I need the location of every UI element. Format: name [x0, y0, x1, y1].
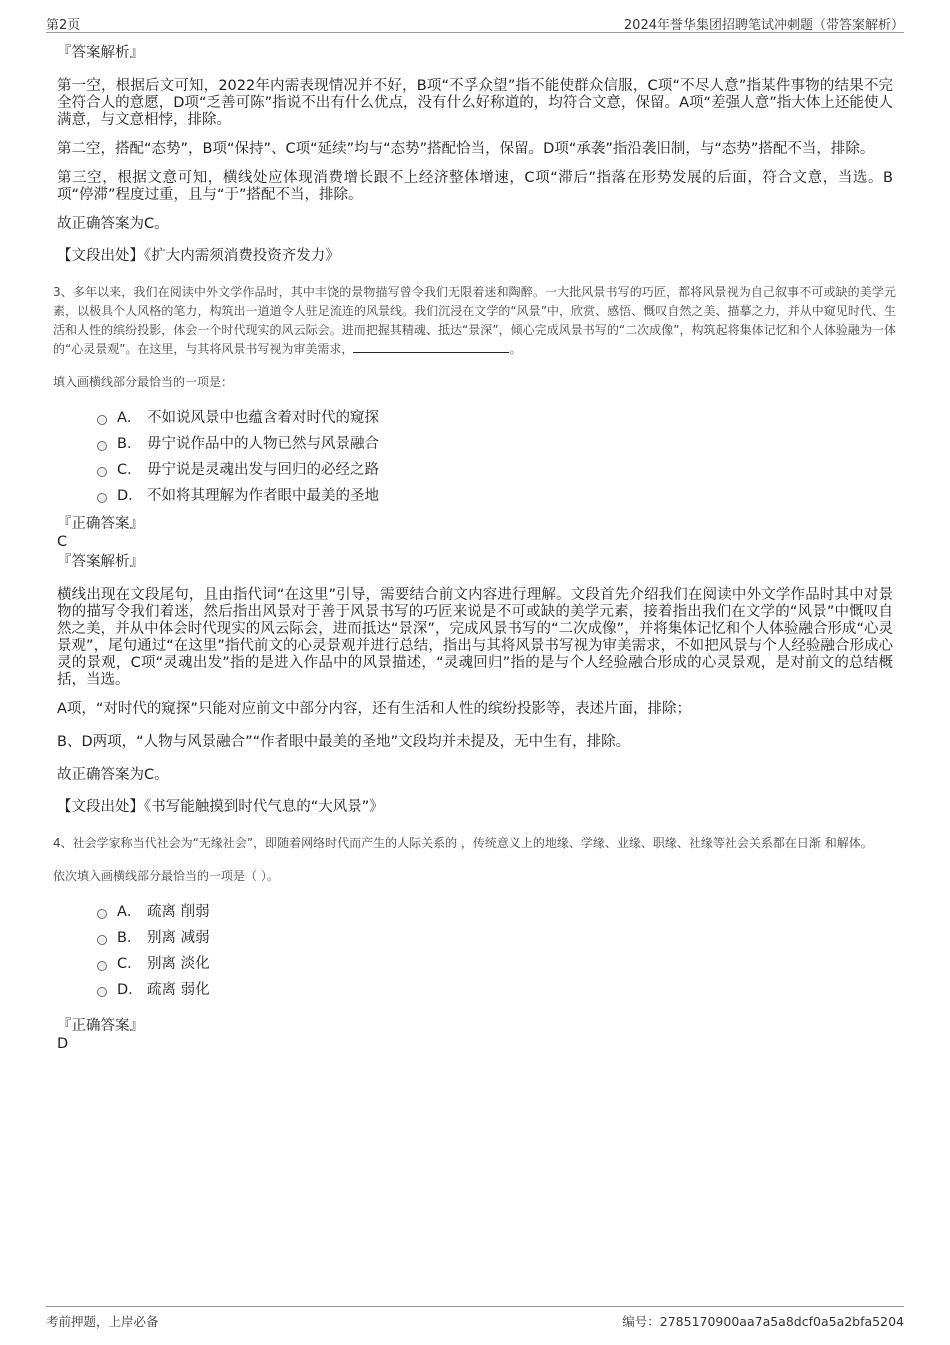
q4-answer-tag: 『正确答案』 [57, 1018, 144, 1034]
q3-stem-text: 3、多年以来，我们在阅读中外文学作品时，其中丰饶的景物描写曾令我们无限着迷和陶醉。一大批风景书写的巧匠，都将风景视为自己叙事不可或缺的美学元素，以极具个人风格的笔力，构筑出一道道令人驻足流连的风景线。我们沉浸在文学的“风景”中，欣赏、感悟、慨叹自然之美、描摹之力，并从中窥见时代、生活和人性的缤纷投影，体会一个时代现实的风云际会。进而把握其精魂、抵达“景深”，倾心完成风景书写的“二次成像”，构筑起将集体记忆和个人体验融为一体的“心灵景观”。在这里，与其将风景书写视为审美需求， [53, 285, 896, 356]
q4-option-c[interactable]: C． 别离 淡化 [97, 955, 893, 981]
q2-conclusion: 故正确答案为C。 [57, 216, 169, 232]
q3-option-d[interactable]: D． 不如将其理解为作者眼中最美的圣地 [97, 487, 893, 513]
radio-icon[interactable] [97, 441, 107, 451]
q3-option-b[interactable]: B． 毋宁说作品中的人物已然与风景融合 [97, 435, 893, 461]
q2-source: 【文段出处】《扩大内需须消费投资齐发力》 [57, 248, 340, 264]
q3-analysis-paragraph: A项，“对时代的窥探”只能对应前文中部分内容，还有生活和人性的缤纷投影等，表述片面，排除； [57, 701, 691, 717]
q4-option-a[interactable]: A． 疏离 削弱 [97, 903, 893, 929]
document-title: 2024年誉华集团招聘笔试冲刺题（带答案解析） [623, 18, 904, 33]
radio-icon[interactable] [97, 415, 107, 425]
radio-icon[interactable] [97, 909, 107, 919]
q3-blank-line [353, 340, 509, 353]
page-number: 第2页 [46, 18, 81, 33]
footer-serial: 编号：2785170900aa7a5a8dcf0a5a2bfa5204 [622, 1314, 904, 1329]
q3-analysis-tag: 『答案解析』 [57, 554, 144, 570]
q3-answer: C [57, 534, 68, 550]
q4-option-d[interactable]: D． 疏离 弱化 [97, 981, 893, 1007]
q2-analysis-paragraph: 第一空，根据后文可知，2022年内需表现情况并不好，B项“不孚众望”指不能使群众信服，C项“不尽人意”指某件事物的结果不完全符合人的意愿，D项“乏善可陈”指说不出有什么优点，没有什么好称道的，均符合文意，保留。A项“差强人意”指大体上还能使人满意，与文意相悖，排除。 [57, 78, 893, 128]
q3-option-a[interactable]: A． 不如说风景中也蕴含着对时代的窥探 [97, 409, 893, 435]
radio-icon[interactable] [97, 935, 107, 945]
q3-source: 【文段出处】《书写能触摸到时代气息的“大风景”》 [57, 799, 384, 815]
q3-option-c[interactable]: C． 毋宁说是灵魂出发与回归的必经之路 [97, 461, 893, 487]
q3-conclusion: 故正确答案为C。 [57, 767, 169, 783]
q4-answer: D [57, 1036, 69, 1052]
page-header [46, 14, 904, 33]
q3-answer-tag: 『正确答案』 [57, 516, 144, 532]
q3-prompt: 填入画横线部分最恰当的一项是： [53, 375, 234, 389]
q4-prompt: 依次填入画横线部分最恰当的一项是（ ）。 [53, 869, 279, 883]
radio-icon[interactable] [97, 961, 107, 971]
radio-icon[interactable] [97, 987, 107, 997]
radio-icon[interactable] [97, 493, 107, 503]
page-footer [46, 1306, 904, 1327]
q4-stem: 4、社会学家称当代社会为“无缘社会”，即随着网络时代而产生的人际关系的 ，传统意义上的地缘、学缘、业缘、职缘、社缘等社会关系都在日渐 和解体。 [53, 836, 873, 850]
footer-slogan: 考前押题，上岸必备 [46, 1314, 159, 1329]
q2-analysis-paragraph: 第二空，搭配“态势”，B项“保持”、C项“延续”均与“态势”搭配恰当，保留。D项“承袭”指沿袭旧制，与“态势”搭配不当，排除。 [57, 141, 875, 157]
q3-stem: 3、多年以来，我们在阅读中外文学作品时，其中丰饶的景物描写曾令我们无限着迷和陶醉。一大批风景书写的巧匠，都将风景视为自己叙事不可或缺的美学元素，以极具个人风格的笔力，构筑出一道道令人驻足流连的风景线。我们沉浸在文学的“风景”中，欣赏、感悟、慨叹自然之美、描摹之力，并从中窥见时代、生活和人性的缤纷投影，体会一个时代现实的风云际会。进而把握其精魂、抵达“景深”，倾心完成风景书写的“二次成像”，构筑起将集体记忆和个人体验融为一体的“心灵景观”。在这里，与其将风景书写视为审美需求， 。 [53, 285, 896, 356]
q2-analysis-tag: 『答案解析』 [57, 45, 144, 61]
page-content [53, 44, 896, 1055]
q4-options [97, 903, 893, 1007]
q4-option-b[interactable]: B． 别离 减弱 [97, 929, 893, 955]
q3-options [97, 409, 893, 513]
q3-analysis-paragraph: B、D两项，“人物与风景融合”“作者眼中最美的圣地”文段均并未提及，无中生有，排除。 [57, 734, 631, 750]
radio-icon[interactable] [97, 467, 107, 477]
q3-analysis-paragraph: 横线出现在文段尾句，且由指代词“在这里”引导，需要结合前文内容进行理解。文段首先介绍我们在阅读中外文学作品时其中对景物的描写令我们着迷，然后指出风景对于善于风景书写的巧匠来说是不可或缺的美学元素，接着指出我们在文学的“风景”中慨叹自然之美，并从中体会时代现实的风云际会，进而抵达“景深”，完成风景书写的“二次成像”，并将集体记忆和个人体验融合形成“心灵景观”，尾句通过“在这里”指代前文的心灵景观并进行总结，指出与其将风景书写视为审美需求，不如把风景与个人经验融合形成心灵的景观，C项“灵魂出发”指的是进入作品中的风景描述，“灵魂回归”指的是与个人经验融合形成的心灵景观，是对前文的总结概括，当选。 [57, 587, 893, 688]
q2-analysis-paragraph: 第三空，根据文意可知，横线处应体现消费增长跟不上经济整体增速，C项“滞后”指落在形势发展的后面，符合文意，当选。B项“停滞”程度过重，且与“于”搭配不当，排除。 [57, 170, 893, 203]
